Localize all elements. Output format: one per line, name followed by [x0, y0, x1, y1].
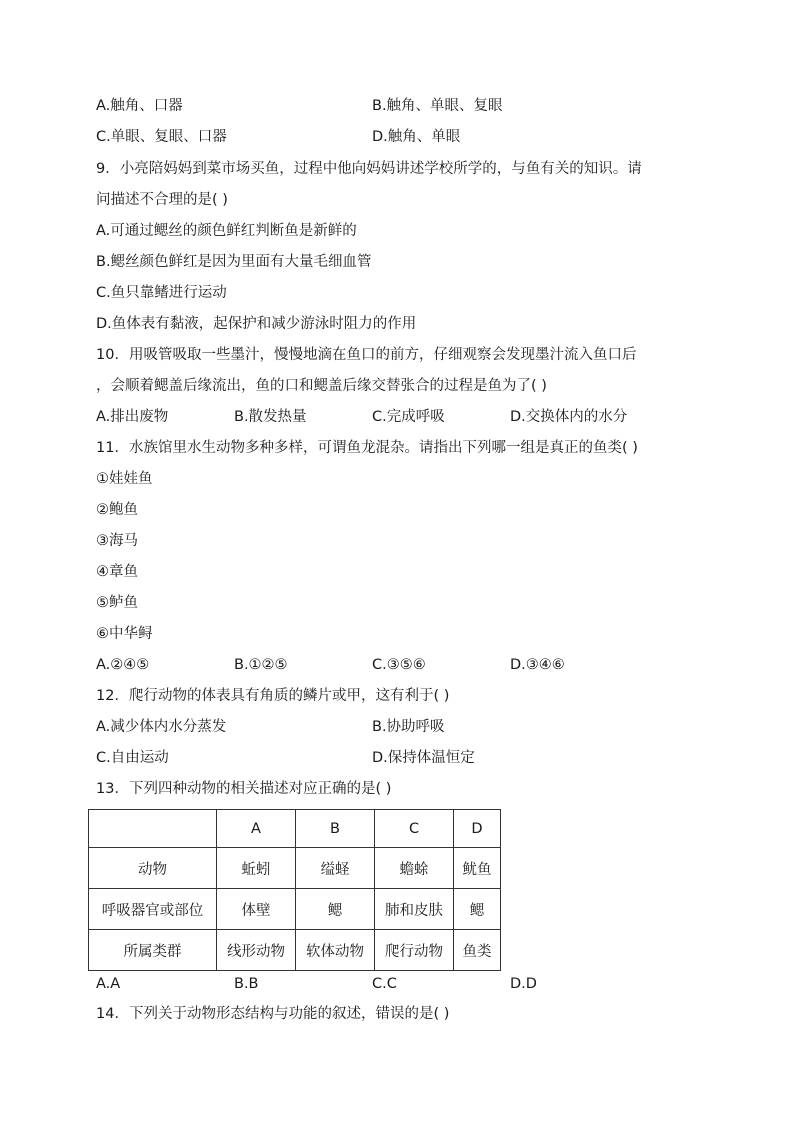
- table-cell: 鱿鱼: [454, 848, 501, 889]
- q13-stem: 13．下列四种动物的相关描述对应正确的是( ): [96, 781, 392, 797]
- table-cell: 软体动物: [296, 930, 375, 971]
- table-header-cell: D: [454, 810, 501, 848]
- q9-option-d: D.鱼体表有黏液，起保护和减少游泳时阻力的作用: [96, 316, 417, 332]
- q11-item: ⑥中华鲟: [96, 626, 153, 642]
- q10-option-c: C.完成呼吸: [372, 409, 445, 425]
- q10-option-b: B.散发热量: [234, 409, 307, 425]
- table-cell: 鳃: [454, 889, 501, 930]
- q13-option-a: A.A: [96, 976, 121, 992]
- q9-stem-line2: 问描述不合理的是( ): [96, 192, 228, 208]
- q11-option-a: A.②④⑤: [96, 657, 150, 673]
- q12-option-c: C.自由运动: [96, 750, 169, 766]
- q8-option-b: B.触角、单眼、复眼: [372, 98, 503, 114]
- q8-option-d: D.触角、单眼: [372, 129, 461, 145]
- q12-stem: 12．爬行动物的体表具有角质的鳞片或甲，这有利于( ): [96, 688, 450, 704]
- table-cell: 线形动物: [217, 930, 296, 971]
- q11-option-b: B.①②⑤: [234, 657, 288, 673]
- q12-option-d: D.保持体温恒定: [372, 750, 475, 766]
- q13-option-b: B.B: [234, 976, 259, 992]
- table-header-row: [89, 810, 501, 848]
- q11-item: ④章鱼: [96, 564, 138, 580]
- q10-stem-line2: ，会顺着鳃盖后缘流出，鱼的口和鳃盖后缘交替张合的过程是鱼为了( ): [96, 378, 547, 394]
- q11-option-c: C.③⑤⑥: [372, 657, 426, 673]
- q11-stem: 11．水族馆里水生动物多种多样，可谓鱼龙混杂。请指出下列哪一组是真正的鱼类( ): [96, 440, 638, 456]
- table-header-cell: C: [375, 810, 454, 848]
- q12-option-b: B.协助呼吸: [372, 719, 445, 735]
- table-header-cell: [89, 810, 217, 848]
- table-cell: 蚯蚓: [217, 848, 296, 889]
- table-header-cell: B: [296, 810, 375, 848]
- q8-option-c: C.单眼、复眼、口器: [96, 129, 227, 145]
- table-cell: 蟾蜍: [375, 848, 454, 889]
- q8-option-a: A.触角、口器: [96, 98, 183, 114]
- q10-stem-line1: 10．用吸管吸取一些墨汁，慢慢地滴在鱼口的前方，仔细观察会发现墨汁流入鱼口后: [96, 347, 637, 363]
- table-cell: 爬行动物: [375, 930, 454, 971]
- table-cell: 缢蛏: [296, 848, 375, 889]
- table-header-cell: A: [217, 810, 296, 848]
- table-cell: 体壁: [217, 889, 296, 930]
- table-row: [89, 889, 501, 930]
- q9-option-c: C.鱼只靠鳍进行运动: [96, 285, 227, 301]
- table-cell: 鱼类: [454, 930, 501, 971]
- q13-option-c: C.C: [372, 976, 397, 992]
- q10-option-a: A.排出废物: [96, 409, 169, 425]
- q11-item: ②鲍鱼: [96, 502, 138, 518]
- table-cell: 呼吸器官或部位: [89, 889, 217, 930]
- q11-item: ③海马: [96, 533, 138, 549]
- q9-option-b: B.鳃丝颜色鲜红是因为里面有大量毛细血管: [96, 254, 372, 270]
- q10-option-d: D.交换体内的水分: [510, 409, 628, 425]
- q13-option-d: D.D: [510, 976, 537, 992]
- q12-option-a: A.减少体内水分蒸发: [96, 719, 227, 735]
- table-row: [89, 930, 501, 971]
- q11-option-d: D.③④⑥: [510, 657, 565, 673]
- q13-table: [88, 809, 501, 971]
- q14-stem: 14．下列关于动物形态结构与功能的叙述，错误的是( ): [96, 1006, 450, 1022]
- q11-item: ⑤鲈鱼: [96, 595, 138, 611]
- q11-item: ①娃娃鱼: [96, 471, 153, 487]
- table-cell: 动物: [89, 848, 217, 889]
- table-row: [89, 848, 501, 889]
- table-cell: 所属类群: [89, 930, 217, 971]
- q9-stem-line1: 9．小亮陪妈妈到菜市场买鱼，过程中他向妈妈讲述学校所学的，与鱼有关的知识。请: [96, 161, 642, 177]
- table-cell: 鳃: [296, 889, 375, 930]
- table-cell: 肺和皮肤: [375, 889, 454, 930]
- q9-option-a: A.可通过鳃丝的颜色鲜红判断鱼是新鲜的: [96, 223, 357, 239]
